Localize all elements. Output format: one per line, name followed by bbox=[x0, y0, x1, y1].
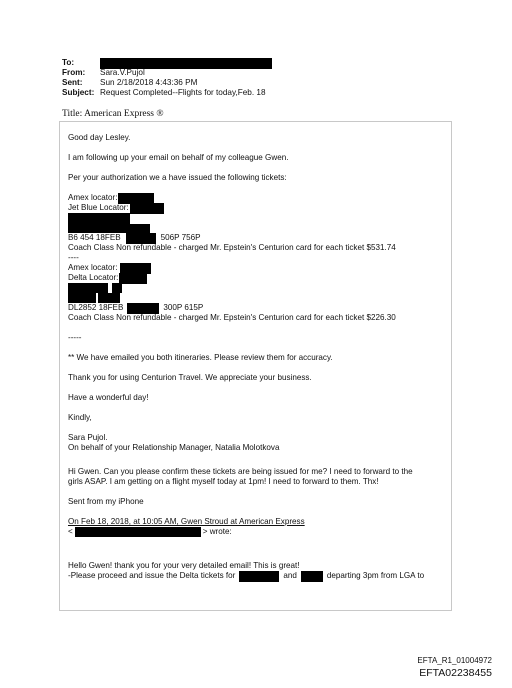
hello-line: Hello Gwen! thank you for your very detailed email! This is great! bbox=[68, 561, 300, 570]
redaction-bar bbox=[100, 58, 272, 69]
flight-line bbox=[68, 233, 448, 243]
from-value: Sara.V.Pujol bbox=[100, 68, 145, 77]
message-box bbox=[59, 121, 452, 611]
to-label: To: bbox=[62, 58, 75, 67]
flight-line bbox=[68, 303, 448, 313]
header-to-row bbox=[62, 58, 272, 68]
signature-name: Sara Pujol. bbox=[68, 433, 108, 442]
quote-email-line bbox=[68, 527, 448, 537]
flight-number: B6 454 18FEB bbox=[68, 233, 121, 242]
jetblue-locator-line bbox=[68, 203, 448, 213]
redacted-line bbox=[68, 223, 448, 233]
greeting: Good day Lesley. bbox=[68, 133, 131, 142]
header-sent-row bbox=[62, 78, 272, 88]
sent-value: Sun 2/18/2018 4:43:36 PM bbox=[100, 78, 198, 87]
sent-from-text: Sent from my iPhone bbox=[68, 497, 144, 506]
redaction-bar bbox=[126, 233, 156, 244]
sent-label: Sent: bbox=[62, 78, 83, 87]
delta-locator-label: Delta Locator: bbox=[68, 273, 119, 282]
redaction-bar bbox=[75, 527, 201, 537]
proceed-line bbox=[68, 571, 448, 581]
quoted-message bbox=[68, 561, 448, 581]
redaction-bar bbox=[68, 283, 108, 293]
redaction-bar bbox=[68, 293, 96, 303]
signature-behalf: On behalf of your Relationship Manager, Natalia Molotkova bbox=[68, 443, 280, 452]
redaction-bar bbox=[301, 571, 323, 582]
redaction-bar bbox=[68, 224, 150, 233]
separator: ---- bbox=[68, 253, 79, 262]
reply-line-2: girls ASAP. I am getting on a flight myself today at 1pm! I need to forward to them. Thx! bbox=[68, 477, 379, 486]
followup-text: I am following up your email on behalf of my colleague Gwen. bbox=[68, 153, 289, 162]
thanks-text: Thank you for using Centurion Travel. We appreciate your business. bbox=[68, 373, 312, 382]
coach-line: Coach Class Non refundable - charged Mr. Epstein's Centurion card for each ticket $531.74 bbox=[68, 243, 396, 252]
signature bbox=[68, 433, 448, 453]
redaction-bar bbox=[112, 283, 122, 293]
redaction-bar bbox=[119, 273, 147, 284]
quote-header-text: On Feb 18, 2018, at 10:05 AM, Gwen Stroud at American Express bbox=[68, 517, 305, 526]
redaction-bar bbox=[68, 213, 130, 224]
separator: ----- bbox=[68, 333, 82, 342]
proceed-and: and bbox=[283, 571, 297, 580]
proceed-text-2: departing 3pm from LGA to bbox=[326, 571, 425, 580]
reply-line-1: Hi Gwen. Can you please confirm these tickets are being issued for me? I need to forward to the bbox=[68, 467, 413, 476]
redaction-bar bbox=[98, 293, 120, 303]
redaction-bar bbox=[130, 203, 164, 214]
quote-header-line bbox=[68, 517, 448, 527]
footer-ref-1: EFTA_R1_01004972 bbox=[417, 656, 492, 665]
redacted-line bbox=[68, 283, 448, 293]
redaction-bar bbox=[127, 303, 159, 314]
flight-number: DL2852 18FEB bbox=[68, 303, 124, 312]
subject-label: Subject: bbox=[62, 88, 95, 97]
flight-times: 300P 615P bbox=[163, 303, 204, 312]
delta-locator-line bbox=[68, 273, 448, 283]
itineraries-text: ** We have emailed you both itineraries. Please review them for accuracy. bbox=[68, 353, 333, 362]
authorization-text: Per your authorization we a have issued the following tickets: bbox=[68, 173, 287, 182]
amex-locator-line bbox=[68, 263, 448, 273]
flight-times: 506P 756P bbox=[160, 233, 201, 242]
redacted-line bbox=[68, 293, 448, 303]
redacted-line bbox=[68, 213, 448, 223]
header-subject-row bbox=[62, 88, 272, 98]
message-body bbox=[68, 133, 448, 581]
footer-ref-2: EFTA02238455 bbox=[419, 667, 492, 679]
document-title: Title: American Express ® bbox=[62, 109, 164, 119]
quote-wrote: > wrote: bbox=[202, 527, 232, 536]
amex-locator-line bbox=[68, 193, 448, 203]
header-from-row bbox=[62, 68, 272, 78]
wonderful-text: Have a wonderful day! bbox=[68, 393, 149, 402]
subject-value: Request Completed--Flights for today,Feb. 18 bbox=[100, 88, 266, 97]
ticket-block-delta bbox=[68, 263, 448, 323]
proceed-text-1: -Please proceed and issue the Delta tickets for bbox=[68, 571, 236, 580]
reply-text bbox=[68, 467, 448, 487]
ticket-block-jetblue bbox=[68, 193, 448, 263]
amex-locator-label: Amex locator: bbox=[68, 193, 118, 202]
quote-header bbox=[68, 517, 448, 537]
from-label: From: bbox=[62, 68, 86, 77]
email-header bbox=[62, 58, 272, 98]
amex-locator-label: Amex locator: bbox=[68, 263, 118, 272]
jetblue-locator-label: Jet Blue Locator: bbox=[68, 203, 129, 212]
quote-lt: < bbox=[68, 527, 73, 536]
coach-line: Coach Class Non refundable - charged Mr. Epstein's Centurion card for each ticket $226.30 bbox=[68, 313, 396, 322]
redaction-bar bbox=[239, 571, 279, 582]
kindly-text: Kindly, bbox=[68, 413, 92, 422]
